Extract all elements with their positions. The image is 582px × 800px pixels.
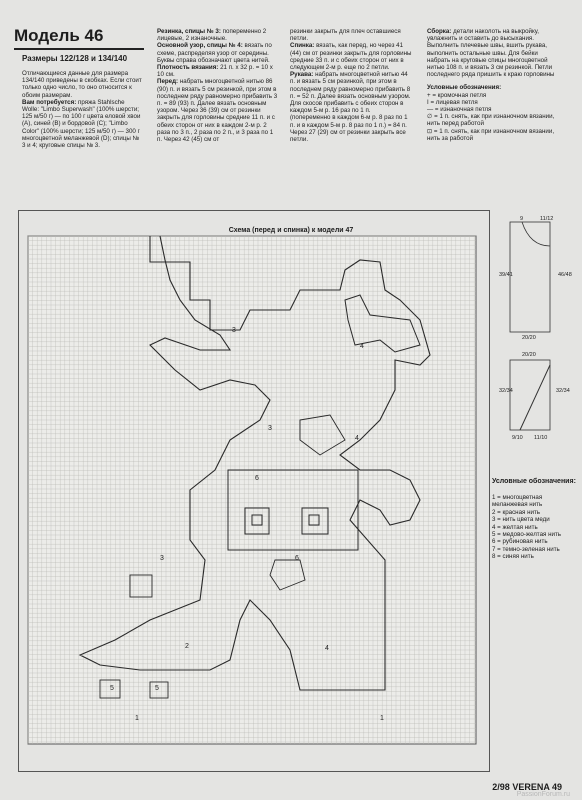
chart-number: 3 (232, 327, 236, 334)
rib-text: попеременно 2 лицевые, 2 изнаночные. (157, 28, 267, 43)
intro-paragraph: Отличающиеся данные для размера 134/140 приведены в скобках. Если стоит только одно число, то оно относится к обоим размерам. (22, 70, 142, 99)
legend-item: 5 = медово-желтая нить (492, 531, 562, 539)
chart-number: 6 (295, 555, 299, 562)
page-footer: 2/98 VERENA 49 (492, 782, 562, 792)
dim-label: 39/41 (499, 272, 513, 278)
dim-label: 11/10 (534, 435, 548, 441)
front-text: набрать многоцветной нитью 86 (90) п. и вязать 5 см резинкой, при этом в последнем ряду равномерно прибавить 3 п. = 89 (93) п. Далее вязать основным узором. Через 36 (39) см от резинки закрыть для горловины средние 11 п. и с обеих сторон от них в каждом 2-м р. 2 раза по 3 п., 2 раза по 2 п., и 3 раза по 1 п. Через 42 (45) см от (157, 78, 278, 144)
neckline-curve (522, 222, 550, 246)
chart-number: 5 (110, 685, 114, 692)
sizes-line: Размеры 122/128 и 134/140 (22, 54, 128, 63)
dim-label: 46/48 (558, 272, 572, 278)
symbol-slip-back: ⊡ = 1 п. снять, как при изнаночном вязании, нить за работой (427, 127, 555, 142)
gauge-text: 21 п. x 32 р. = 10 x 10 см. (157, 64, 273, 79)
symbol-edge: + = кромочная петля (427, 91, 487, 99)
legend-item: 8 = синяя нить (492, 553, 534, 561)
chart-number: 3 (160, 555, 164, 562)
dim-label: 32/34 (556, 388, 570, 394)
dim-label: 11/12 (540, 216, 554, 222)
front-text-cont: резинки закрыть для плеч оставшиеся петли. (290, 28, 401, 43)
sleeves-label: Рукава: (290, 71, 314, 79)
legend-item: 3 = нить цвета меди (492, 516, 550, 524)
chart-number: 6 (255, 475, 259, 482)
pattern-text: вязать по схеме, распределяя узор от середины. Буквы справа обозначают цвета нитей. (157, 42, 272, 64)
assembly-label: Сборка: (427, 28, 452, 35)
materials-label: Вам потребуется: (22, 98, 77, 106)
chart-number: 1 (380, 715, 384, 722)
dim-label: 32/34 (499, 388, 513, 394)
symbol-purl: — = изнаночная петля (427, 106, 492, 114)
chart-number: 4 (325, 645, 329, 652)
gauge-label: Плотность вязания: (157, 64, 219, 72)
sleeve-schematic (510, 360, 550, 430)
sleeve-diagonal (520, 365, 550, 430)
chart-number: 3 (268, 425, 272, 432)
dim-label: 20/20 (522, 335, 536, 341)
chart-number: 4 (360, 343, 364, 350)
legend-item: 2 = красная нить (492, 508, 541, 516)
watermark: PassionForum.ru (516, 791, 570, 798)
sleeves-text: набрать многоцветной нитью 44 п. и вязать 5 см резинкой, при этом в последнем ряду равномерно прибавить 8 п. = 52 п. Далее вязать основным узором. Для скосов прибавить с обеих сторон в каждом 5-м р. 16 раз по 1 п. (попеременно в каждом 6-м р. 8 раз по 1 п. и в каждом 5-м р. 8 раз по 1 п.) = 84 п. Через 27 (29) см от резинки закрыть все петли. (290, 71, 411, 144)
symbol-slip-front: ∅ = 1 п. снять, как при изнаночном вязании, нить перед работой (427, 113, 555, 128)
page-title: Модель 46 (14, 26, 104, 45)
assembly-text: детали наколоть на выкройку, увлажнить и оставить до высыхания. Выполнить плечевые швы, вшить рукава, выполнить остальные швы. Для бейки набрать на круговые спицы многоцветной нитью 108 п. и вязать 3 см резинкой. Петли последнего ряда пришить к краю горловины (427, 28, 555, 79)
schema-title: Схема (перед и спинка) к модели 47 (228, 227, 354, 234)
chart-number: 2 (185, 643, 189, 650)
back-text: вязать, как перед, но через 41 (44) см от резинки закрыть для горловины средние 33 п. и с обеих сторон от них в следующем 2-м р. еще по 2 петли. (290, 42, 412, 72)
legend-item: 6 = рубиновая нить (492, 538, 548, 546)
symbols-title: Условные обозначения: (427, 84, 502, 92)
grid-background (28, 236, 476, 744)
front-label: Перед: (157, 78, 179, 86)
chart-number: 5 (155, 685, 159, 692)
legend-item: 7 = темно-зеленая нить (492, 545, 560, 553)
back-label: Спинка: (290, 42, 315, 50)
rib-label: Резинка, спицы № 3: (157, 28, 221, 35)
dim-label: 9 (520, 216, 524, 222)
legend-item: 4 = желтая нить (492, 523, 538, 531)
symbol-knit: I = лицевая петля (427, 98, 478, 106)
dim-label: 9/10 (512, 435, 523, 441)
chart-number: 1 (135, 715, 139, 722)
pattern-label: Основной узор, спицы № 4: (157, 42, 243, 50)
legend-item: 1 = многоцветная меланжевая нить (492, 494, 543, 509)
front-schematic (510, 222, 550, 332)
chart-number: 4 (355, 435, 359, 442)
color-legend-title: Условные обозначения: (492, 478, 576, 485)
color-legend (492, 494, 574, 561)
dim-label: 20/20 (522, 352, 536, 358)
materials-text: пряжа Stahlsche Wolle: "Limbo Superwash" (100% шерсти; 125 м/50 г) — по 100 г цвета еловой хвои (A), синей (B) и бордовой (C); "Limbo Color" (100% шерсти; 125 м/50 г) — 300 г многоцветной меланжевой (D); спицы № 3 и 4; круговые спицы № 3. (22, 98, 141, 150)
